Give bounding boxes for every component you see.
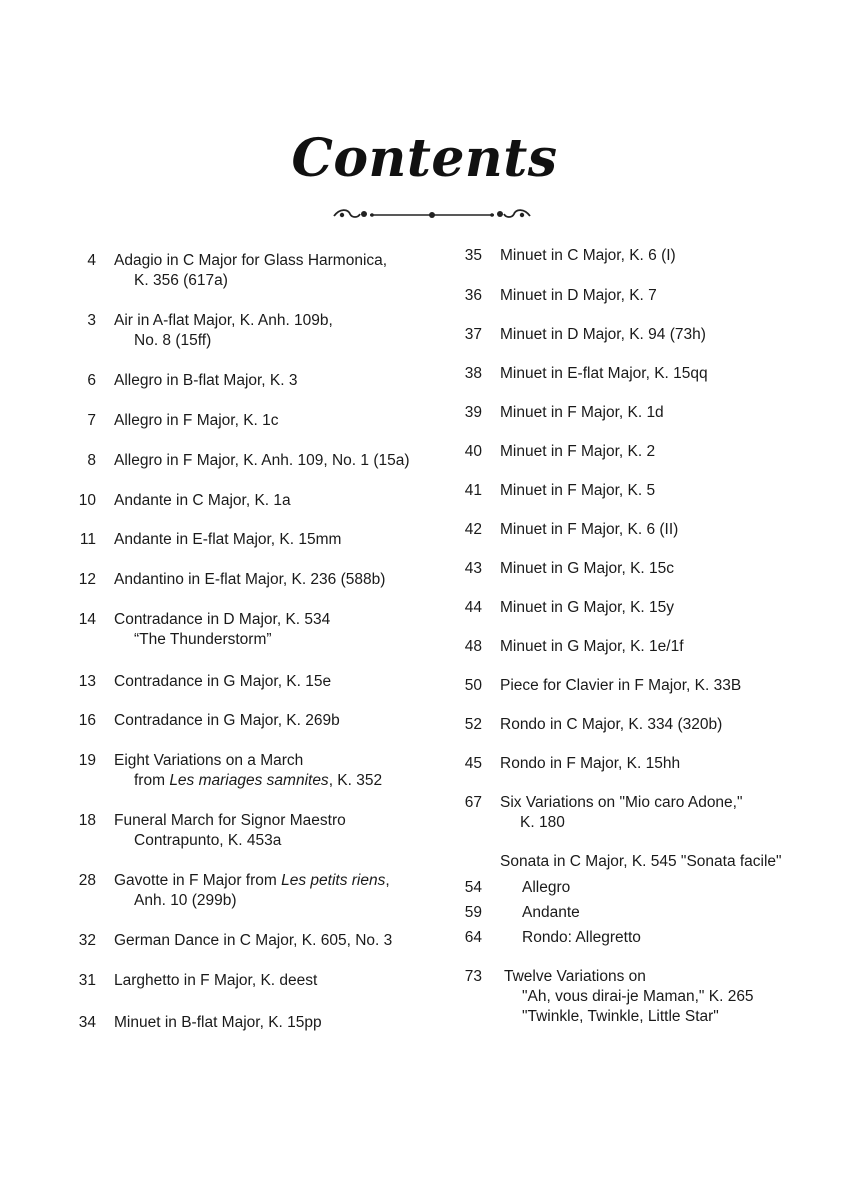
page-number: 37 xyxy=(464,326,482,343)
entry-title: Rondo in F Major, K. 15hh xyxy=(500,755,681,772)
entry-title: Funeral March for Signor Maestro xyxy=(114,812,346,829)
entry-title: Contradance in G Major, K. 269b xyxy=(114,712,340,729)
entry-title: Minuet in F Major, K. 6 (II) xyxy=(500,521,679,538)
movement-title: Allegro xyxy=(522,879,571,896)
entry-title: Allegro in F Major, K. Anh. 109, No. 1 (15a) xyxy=(114,452,410,469)
entry-subtitle: “The Thunderstorm” xyxy=(134,631,272,648)
entry-title: Rondo in C Major, K. 334 (320b) xyxy=(500,716,723,733)
page-number: 11 xyxy=(79,531,96,548)
page-number: 44 xyxy=(464,599,482,616)
page-number: 48 xyxy=(464,638,482,655)
entry-subtitle: No. 8 (15ff) xyxy=(134,332,212,349)
entry-title: Andante in E-flat Major, K. 15mm xyxy=(114,531,342,548)
page-number: 42 xyxy=(464,521,482,538)
entry-title: Allegro in F Major, K. 1c xyxy=(114,412,279,429)
entry-title: Gavotte in F Major from Les petits riens, xyxy=(114,872,390,889)
page-number: 28 xyxy=(78,872,96,889)
page-number: 18 xyxy=(78,812,96,829)
movement-title: Rondo: Allegretto xyxy=(522,929,641,946)
page-number: 16 xyxy=(78,712,96,729)
entry-subtitle: Anh. 10 (299b) xyxy=(134,892,237,909)
page-number: 3 xyxy=(87,312,96,329)
entry-title: Minuet in F Major, K. 5 xyxy=(500,482,656,499)
entry-title: Adagio in C Major for Glass Harmonica, xyxy=(114,252,388,269)
entry-title: Contradance in D Major, K. 534 xyxy=(114,611,331,628)
sonata-heading[interactable]: Sonata in C Major, K. 545 "Sonata facile" xyxy=(500,853,782,870)
page-number: 73 xyxy=(464,968,482,985)
page-number: 54 xyxy=(464,879,482,896)
page-number: 41 xyxy=(464,482,482,499)
page-title: Contents xyxy=(291,128,558,189)
entry-title: Minuet in D Major, K. 94 (73h) xyxy=(500,326,706,343)
page-number: 39 xyxy=(464,404,482,421)
page-number: 10 xyxy=(78,492,96,509)
page-number: 32 xyxy=(78,932,96,949)
entry-title: Minuet in B-flat Major, K. 15pp xyxy=(114,1014,322,1031)
entry-title: Air in A-flat Major, K. Anh. 109b, xyxy=(114,312,333,329)
page-number: 6 xyxy=(87,372,96,389)
page-number: 14 xyxy=(78,611,96,628)
entry-title: Minuet in D Major, K. 7 xyxy=(500,287,657,304)
entry-title: Minuet in C Major, K. 6 (I) xyxy=(500,247,676,264)
entry-title: Minuet in F Major, K. 1d xyxy=(500,404,664,421)
entry-title: Minuet in F Major, K. 2 xyxy=(500,443,656,460)
entry-subtitle: from Les mariages samnites, K. 352 xyxy=(134,772,383,789)
movement-title: Andante xyxy=(522,904,580,921)
entry-subtitle: K. 356 (617a) xyxy=(134,272,228,289)
page-number: 34 xyxy=(78,1014,96,1031)
page-number: 13 xyxy=(78,673,96,690)
page-number: 8 xyxy=(87,452,96,469)
entry-title: Minuet in G Major, K. 15y xyxy=(500,599,675,616)
entry-title: Six Variations on "Mio caro Adone," xyxy=(500,794,743,811)
entry-title: German Dance in C Major, K. 605, No. 3 xyxy=(114,932,393,949)
page-number: 12 xyxy=(78,571,96,588)
page-number: 31 xyxy=(78,972,96,989)
entry-title: Andantino in E-flat Major, K. 236 (588b) xyxy=(114,571,386,588)
entry-subtitle: K. 180 xyxy=(520,814,565,831)
page-number: 4 xyxy=(87,252,96,269)
entry-title: Larghetto in F Major, K. deest xyxy=(114,972,318,989)
title-ornament xyxy=(332,204,532,226)
entry-title: Andante in C Major, K. 1a xyxy=(114,492,291,509)
page-number: 64 xyxy=(464,929,482,946)
page-number: 50 xyxy=(464,677,482,694)
entry-title: Allegro in B-flat Major, K. 3 xyxy=(114,372,298,389)
page-number: 19 xyxy=(78,752,96,769)
entry-subtitle-alt: "Twinkle, Twinkle, Little Star" xyxy=(522,1008,719,1025)
entry-subtitle: Contrapunto, K. 453a xyxy=(134,832,282,849)
page-number: 35 xyxy=(464,247,482,264)
page-number: 36 xyxy=(464,287,482,304)
page-number: 67 xyxy=(464,794,482,811)
entry-title: Twelve Variations on xyxy=(504,968,646,985)
page-number: 45 xyxy=(464,755,482,772)
page-number: 43 xyxy=(464,560,482,577)
entry-title: Eight Variations on a March xyxy=(114,752,304,769)
entry-subtitle: "Ah, vous dirai-je Maman," K. 265 xyxy=(522,988,754,1005)
page-number: 40 xyxy=(464,443,482,460)
page-number: 52 xyxy=(464,716,482,733)
page-number: 38 xyxy=(464,365,482,382)
page-number: 59 xyxy=(464,904,482,921)
entry-title: Minuet in G Major, K. 15c xyxy=(500,560,675,577)
entry-title: Minuet in G Major, K. 1e/1f xyxy=(500,638,684,655)
page-number: 7 xyxy=(87,412,96,429)
entry-title: Contradance in G Major, K. 15e xyxy=(114,673,332,690)
entry-title: Minuet in E-flat Major, K. 15qq xyxy=(500,365,708,382)
entry-title: Piece for Clavier in F Major, K. 33B xyxy=(500,677,742,694)
